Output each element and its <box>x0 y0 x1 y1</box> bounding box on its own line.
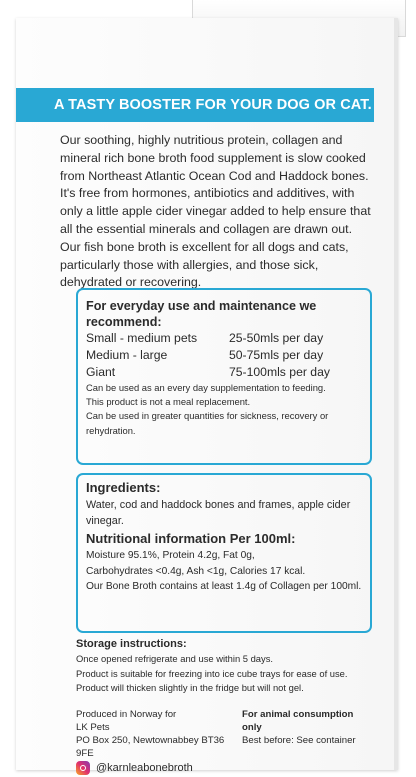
storage-line: Once opened refrigerate and use within 5 days. <box>76 653 273 664</box>
ingredients-title: Ingredients: <box>86 480 161 495</box>
usage-row-label: Giant <box>86 365 116 379</box>
nutrition-line: Carbohydrates <0.4g, Ash <1g, Calories 17 kcal. <box>86 565 306 577</box>
usage-row-amount: 25-50mls per day <box>229 331 324 345</box>
intro-text: Our soothing, highly nutritious protein, collagen and mineral rich bone broth food supplement is slow cooked from Northeast Atlantic Ocean Cod and Haddock bones. It's free from hormones, antibiotics and additives, with only a little apple cider vinegar added to help ensure that all the essential minerals and collagen are drawn out. Our fish bone broth is excellent for all dogs and cats, particularly those with allergies, and those sick, dehydrated or recovering. <box>60 133 371 290</box>
usage-row <box>86 330 362 347</box>
consumption-title: For animal consumption only <box>242 709 354 733</box>
usage-row-amount: 50-75mls per day <box>229 348 324 362</box>
usage-heading: For everyday use and maintenance we recommend: <box>86 299 317 329</box>
storage-title: Storage instructions: <box>76 638 187 650</box>
usage-row-label: Medium - large <box>86 348 168 362</box>
instagram-icon <box>76 761 90 775</box>
producer-line: Produced in Norway for <box>76 709 177 720</box>
banner: A TASTY BOOSTER FOR YOUR DOG OR CAT. <box>16 88 374 122</box>
storage-line: Product will thicken slightly in the fridge but will not gel. <box>76 682 304 694</box>
producer-line: LK Pets <box>76 722 110 733</box>
producer-line: PO Box 250, Newtownabbey BT36 9FE <box>76 735 225 759</box>
nutrition-line: Moisture 95.1%, Protein 4.2g, Fat 0g, <box>86 549 255 561</box>
best-before: Best before: See container <box>242 735 356 746</box>
nutrition-title: Nutritional information Per 100ml: <box>86 530 296 546</box>
ingredients-box <box>76 473 372 633</box>
usage-note: Can be used in greater quantities for sickness, recovery or rehydration. <box>86 410 329 436</box>
consumption-info <box>242 708 372 747</box>
usage-row-label: Small - medium pets <box>86 331 198 345</box>
social-handle-row <box>76 760 193 776</box>
storage-section <box>76 637 372 696</box>
storage-line: Product is suitable for freezing into ice cube trays for ease of use. <box>76 667 348 679</box>
nutrition-line: Our Bone Broth contains at least 1.4g of Collagen per 100ml. <box>86 581 362 593</box>
usage-note: Can be used as an every day supplementation to feeding. <box>86 382 326 393</box>
usage-note: This product is not a meal replacement. <box>86 396 251 408</box>
usage-row-amount: 75-100mls per day <box>229 365 330 379</box>
usage-row <box>86 364 362 381</box>
usage-box <box>76 288 372 465</box>
social-handle: @karnleabonebroth <box>96 762 193 774</box>
producer-info <box>76 708 226 760</box>
ingredients-text: Water, cod and haddock bones and frames, apple cider vinegar. <box>86 499 351 528</box>
usage-row <box>86 347 362 364</box>
